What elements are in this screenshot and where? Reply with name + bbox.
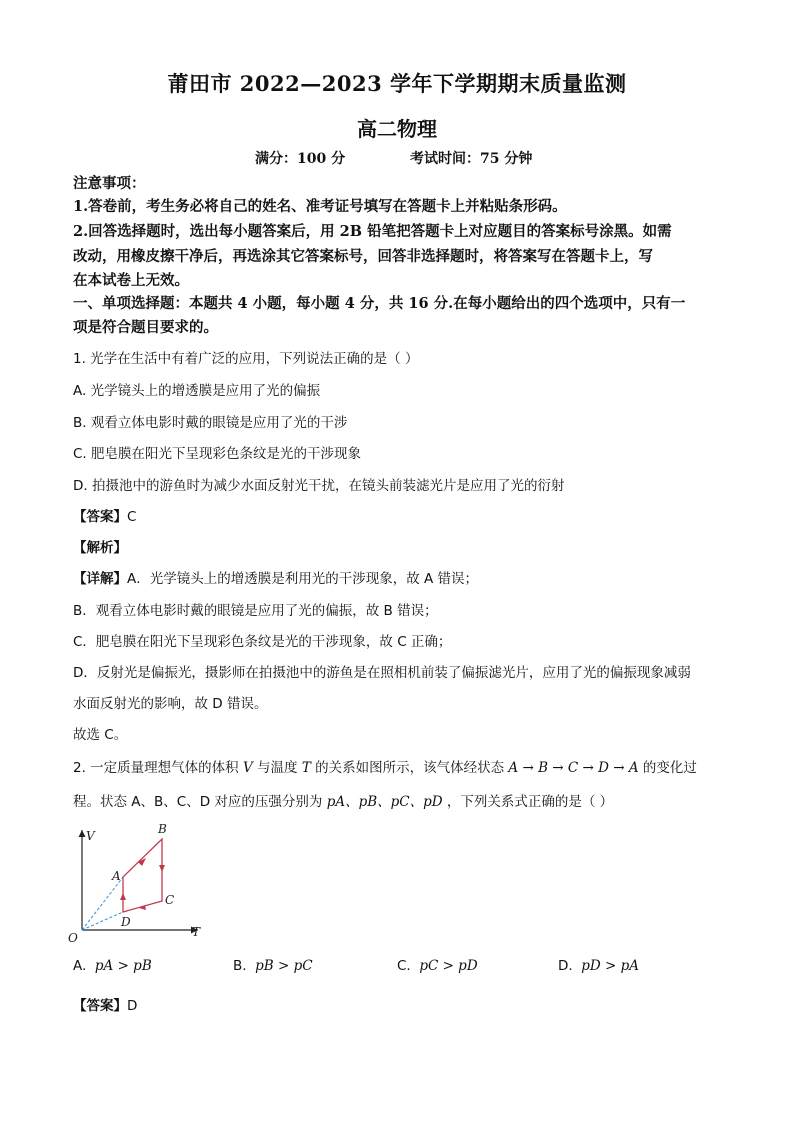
note-1: 1.答卷前，考生务必将自己的姓名、准考证号填写在答题卡上并粘贴条形码。 [73, 198, 567, 215]
arrow-bc-icon [159, 865, 165, 872]
dash-origin-a [82, 877, 123, 930]
option-text: pD > pA [581, 958, 640, 974]
option-text: pA > pB [94, 958, 152, 974]
option-label: C. [397, 958, 411, 974]
q2-answer [73, 994, 137, 1014]
q1-option-a: A. 光学镜头上的增透膜是应用了光的偏振 [73, 383, 321, 399]
point-c-label: C [165, 893, 175, 907]
symbol-t: T [301, 760, 311, 776]
pressure-symbols: pA、pB、pC、pD [326, 794, 443, 810]
answer-value: C [127, 509, 137, 525]
exam-subtitle: 高二物理 [357, 117, 437, 141]
q2-stem-part: 程。状态 A、B、C、D 对应的压强分别为 [73, 794, 323, 810]
q1-conclusion: 故选 C。 [73, 727, 128, 743]
section-heading-line-1: 一、单项选择题：本题共 4 小题，每小题 4 分，共 16 分.在每小题给出的四个选项中，只有一 [73, 295, 686, 312]
q2-stem-part: 2. 一定质量理想气体的体积 [73, 760, 239, 776]
point-a-label: A [112, 869, 121, 883]
axis-v-label: V [86, 829, 95, 843]
point-d-label: D [121, 915, 131, 929]
q2-stem-part: 的变化过 [642, 760, 697, 776]
exam-title: 莆田市 2022—2023 学年下学期期末质量监测 [167, 71, 627, 96]
dash-origin-d [82, 912, 123, 930]
option-label: A. [73, 958, 87, 974]
section-heading-line-2: 项是符合题目要求的。 [73, 319, 218, 336]
symbol-v: V [242, 760, 253, 776]
arrow-da-icon [120, 893, 126, 900]
note-2-line-3: 在本试卷上无效。 [73, 272, 189, 289]
answer-label: 【答案】 [73, 509, 127, 525]
q1-option-c: C. 肥皂膜在阳光下呈现彩色条纹是光的干涉现象 [73, 446, 362, 462]
option-label: B. [233, 958, 247, 974]
arrow-cd-icon [139, 905, 146, 910]
q2-stem-part: 的关系如图所示，该气体经状态 [315, 760, 505, 776]
vt-diagram [66, 818, 216, 946]
answer-label: 【答案】 [73, 998, 127, 1014]
q2-option-a [73, 958, 152, 974]
q1-detail-d-line-2: 水面反射光的影响，故 D 错误。 [73, 696, 268, 712]
exam-time: 考试时间：75 分钟 [410, 151, 533, 167]
point-b-label: B [158, 822, 167, 836]
q1-option-d: D. 拍摄池中的游鱼时为减少水面反射光干扰，在镜头前装滤光片是应用了光的衍射 [73, 478, 565, 494]
detail-label: 【详解】 [73, 571, 127, 587]
notes-heading: 注意事项： [73, 175, 146, 192]
origin-label: O [68, 931, 78, 945]
option-label: D. [558, 958, 573, 974]
answer-value: D [127, 998, 138, 1014]
q2-option-b [233, 958, 313, 974]
q1-stem: 1. 光学在生活中有着广泛的应用，下列说法正确的是（ ） [73, 351, 419, 367]
detail-a-text: A．光学镜头上的增透膜是利用光的干涉现象，故 A 错误； [127, 571, 479, 587]
note-2-line-1: 2.回答选择题时，选出每小题答案后，用 2B 铅笔把答题卡上对应题目的答案标号涂黑。如需 [73, 223, 672, 240]
axis-t-label: T [192, 925, 201, 939]
q2-stem-line-1 [73, 756, 697, 776]
cycle-path [123, 839, 162, 912]
state-path: A → B → C → D → A [508, 760, 639, 776]
option-text: pC > pD [419, 958, 478, 974]
q1-detail-d-line-1: D．反射光是偏振光，摄影师在拍摄池中的游鱼是在照相机前装了偏振滤光片，应用了光的偏振现象减弱 [73, 665, 691, 681]
q1-detail-c: C．肥皂膜在阳光下呈现彩色条纹是光的干涉现象，故 C 正确； [73, 634, 452, 650]
option-text: pB > pC [255, 958, 313, 974]
q1-analysis-label: 【解析】 [73, 540, 127, 556]
q1-detail-b: B．观看立体电影时戴的眼镜是应用了光的偏振，故 B 错误； [73, 603, 438, 619]
q1-detail-a [73, 567, 478, 587]
note-2-line-2: 改动，用橡皮擦干净后，再选涂其它答案标号，回答非选择题时，将答案写在答题卡上，写 [73, 248, 653, 265]
q1-option-b: B. 观看立体电影时戴的眼镜是应用了光的干涉 [73, 415, 348, 431]
full-score: 满分：100 分 [255, 151, 346, 167]
q2-stem-part: 与温度 [257, 760, 298, 776]
q2-stem-part: ，下列关系式正确的是（ ） [446, 794, 614, 810]
q2-stem-line-2 [73, 790, 613, 810]
q1-answer [73, 505, 136, 525]
q2-option-c [397, 958, 478, 974]
q2-option-d [558, 958, 639, 974]
